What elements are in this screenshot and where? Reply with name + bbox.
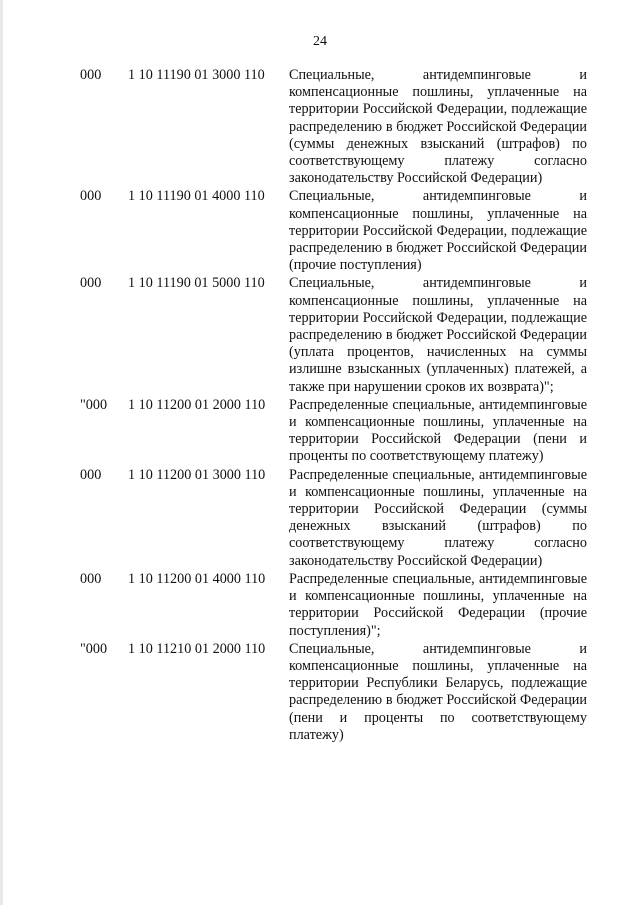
table-row (80, 397, 590, 466)
kbk-code: 1 10 11200 01 2000 110 (128, 396, 266, 413)
kbk-code: 1 10 11190 01 4000 110 (128, 188, 265, 205)
kbk-code: 1 10 11190 01 3000 110 (128, 67, 265, 83)
admin-code: 000 (80, 570, 102, 587)
kbk-code: 1 10 11190 01 5000 110 (128, 275, 265, 292)
kbk-code: 1 10 11200 01 3000 110 (128, 466, 266, 483)
admin-code: 000 (80, 67, 102, 83)
table-row (80, 275, 590, 395)
income-description: Распределенные специальные, антидемпинговые и компенсационные пошлины, уплаченные на территории Российской Федерации (пени и проценты по соответствующему платежу) (289, 396, 587, 465)
income-description: Специальные, антидемпинговые и компенсационные пошлины, уплаченные на территории Республики Беларусь, подлежащие распределению в бюджет Российской Федерации (пени и проценты по соответствующему платежу) (289, 640, 587, 743)
kbk-table (80, 67, 590, 745)
table-row (80, 571, 590, 640)
income-description: Распределенные специальные, антидемпинговые и компенсационные пошлины, уплаченные на территории Российской Федерации (прочие поступления)"; (289, 570, 587, 639)
income-description: Специальные, антидемпинговые и компенсационные пошлины, уплаченные на территории Российской Федерации, подлежащие распределению в бюджет Российской Федерации (суммы денежных взысканий (штрафов) по соответствующему платежу согласно законодательству Российской Федерации) (289, 67, 587, 187)
admin-code: 000 (80, 188, 102, 205)
table-row (80, 467, 590, 570)
income-description: Распределенные специальные, антидемпинговые и компенсационные пошлины, уплаченные на территории Российской Федерации (суммы денежных взысканий (штрафов) по соответствующему платежу согласно законодательству Российской Федерации) (289, 466, 587, 569)
admin-code: "000 (80, 396, 108, 413)
income-description: Специальные, антидемпинговые и компенсационные пошлины, уплаченные на территории Российской Федерации, подлежащие распределению в бюджет Российской Федерации (уплата процентов, начисленных на суммы излишне взысканных (уплаченных) платежей, а также при нарушении сроков их возврата)"; (289, 275, 587, 395)
table-row (80, 188, 590, 274)
scan-edge (0, 0, 3, 905)
income-description: Специальные, антидемпинговые и компенсационные пошлины, уплаченные на территории Российской Федерации, подлежащие распределению в бюджет Российской Федерации (прочие поступления) (289, 188, 587, 274)
table-row (80, 67, 590, 187)
admin-code: 000 (80, 275, 102, 292)
kbk-code: 1 10 11200 01 4000 110 (128, 570, 266, 587)
kbk-code: 1 10 11210 01 2000 110 (128, 640, 266, 657)
page-number: 24 (313, 34, 327, 49)
table-row (80, 641, 590, 744)
admin-code: "000 (80, 640, 108, 657)
admin-code: 000 (80, 466, 102, 483)
